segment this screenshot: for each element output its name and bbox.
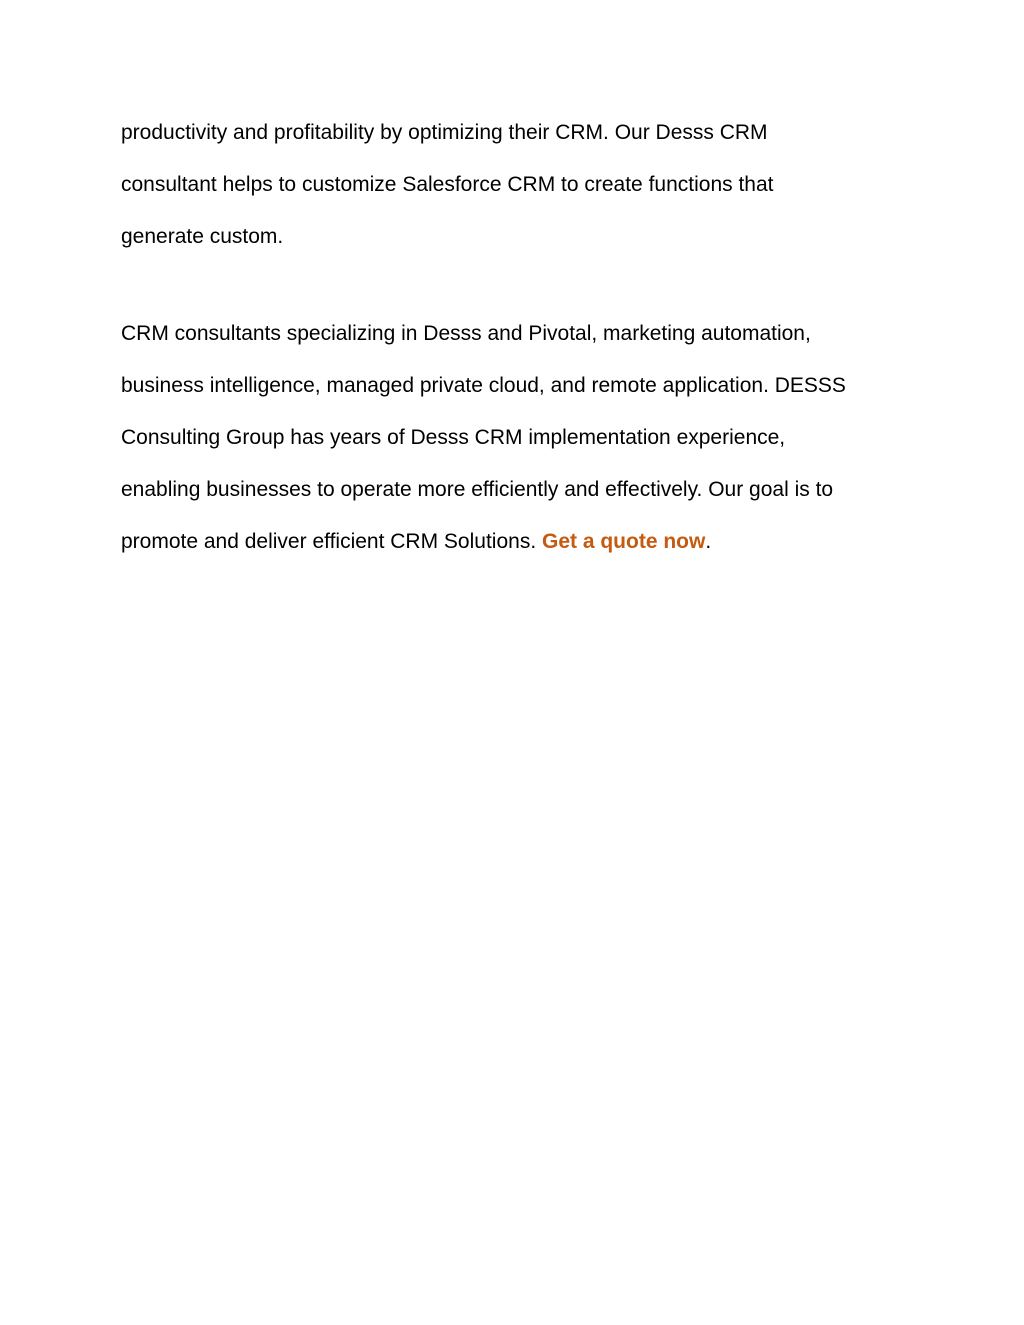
paragraph-line: generate custom. bbox=[121, 225, 284, 248]
paragraph-line: productivity and profitability by optimizing their CRM. Our Desss CRM bbox=[121, 121, 768, 144]
trailing-period: . bbox=[705, 530, 712, 553]
paragraph-line: business intelligence, managed private cloud, and remote application. DESSS bbox=[121, 374, 846, 397]
paragraph-line: consultant helps to customize Salesforce CRM to create functions that bbox=[121, 173, 774, 196]
paragraph-line: enabling businesses to operate more efficiently and effectively. Our goal is to bbox=[121, 478, 834, 501]
get-quote-link[interactable]: Get a quote now bbox=[541, 530, 706, 553]
paragraph-line-text: promote and deliver efficient CRM Solutions. bbox=[121, 530, 542, 553]
paragraph-line: CRM consultants specializing in Desss and Pivotal, marketing automation, bbox=[121, 322, 811, 345]
paragraph-line: Consulting Group has years of Desss CRM implementation experience, bbox=[121, 426, 786, 449]
paragraph-last-line bbox=[121, 529, 711, 555]
